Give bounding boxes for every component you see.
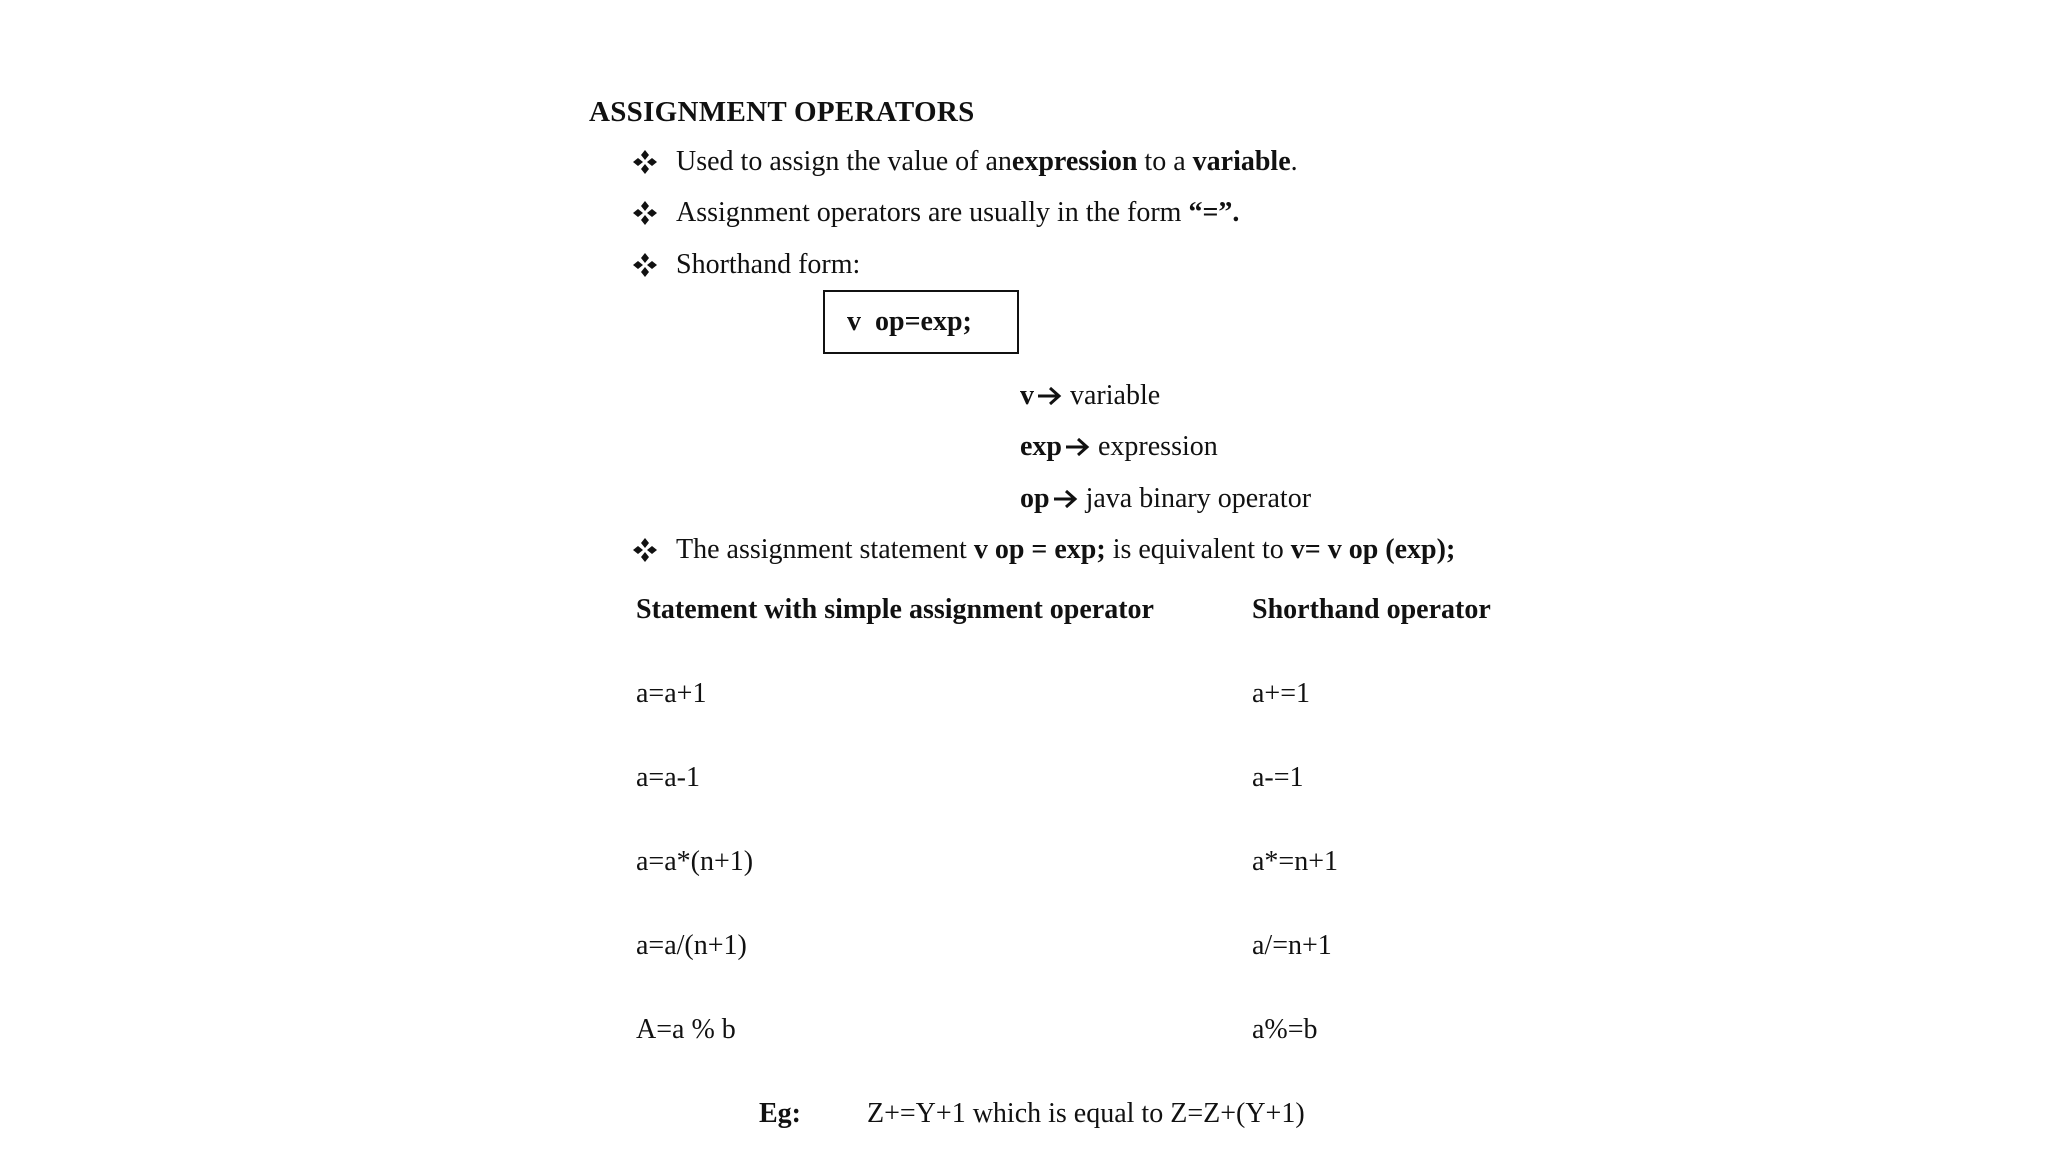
- legend-row-expression: [1020, 431, 1218, 463]
- bullet-4-part-3: is equivalent to: [1105, 534, 1291, 565]
- table-cell-statement: a=a-1: [636, 762, 700, 793]
- four-diamond-bullet-icon: [632, 149, 658, 175]
- bullet-1-part-2: expression: [1011, 146, 1138, 177]
- bullet-1-part-4: variable: [1192, 146, 1291, 177]
- legend-row-operator: [1020, 483, 1311, 515]
- bullet-4-part-1: The assignment statement: [676, 534, 974, 565]
- legend-desc: variable: [1070, 380, 1161, 411]
- bullet-2-part-2: “=”.: [1188, 197, 1240, 228]
- right-arrow-icon: [1036, 385, 1062, 407]
- legend-key: v: [1020, 380, 1034, 411]
- legend-key: op: [1020, 483, 1050, 514]
- bullet-item-4: [632, 534, 1455, 566]
- table-cell-statement: a=a+1: [636, 678, 707, 709]
- legend-row-variable: [1020, 380, 1160, 412]
- table-cell-shorthand: a/=n+1: [1252, 930, 1332, 961]
- table-header-statement: Statement with simple assignment operator: [636, 594, 1154, 625]
- table-cell-shorthand: a%=b: [1252, 1014, 1318, 1045]
- example-text: Z+=Y+1 which is equal to Z=Z+(Y+1): [867, 1098, 1305, 1129]
- bullet-1-part-1: Used to assign the value of an: [676, 146, 1012, 177]
- table-cell-shorthand: a*=n+1: [1252, 846, 1339, 877]
- bullet-1-part-3: to a: [1137, 146, 1193, 177]
- legend-desc: java binary operator: [1085, 483, 1312, 514]
- bullet-1-part-5: .: [1290, 146, 1298, 177]
- bullet-2-part-1: Assignment operators are usually in the form: [676, 197, 1189, 228]
- shorthand-form-box: v op=exp;: [823, 290, 1019, 354]
- four-diamond-bullet-icon: [632, 200, 658, 226]
- bullet-item-3: [632, 249, 860, 281]
- four-diamond-bullet-icon: [632, 252, 658, 278]
- section-title: ASSIGNMENT OPERATORS: [589, 96, 975, 128]
- right-arrow-icon: [1052, 488, 1078, 510]
- bullet-3-part-1: Shorthand form:: [676, 249, 861, 280]
- example-label: Eg:: [759, 1098, 801, 1129]
- bullet-4-part-2: v op = exp;: [973, 534, 1106, 565]
- table-cell-statement: a=a/(n+1): [636, 930, 747, 961]
- table-cell-shorthand: a-=1: [1252, 762, 1304, 793]
- right-arrow-icon: [1064, 436, 1090, 458]
- bullet-item-1: [632, 146, 1298, 178]
- table-cell-statement: a=a*(n+1): [636, 846, 754, 877]
- legend-desc: expression: [1098, 431, 1218, 462]
- bullet-item-2: [632, 197, 1239, 229]
- legend-key: exp: [1020, 431, 1062, 462]
- bullet-4-part-4: v= v op (exp);: [1290, 534, 1456, 565]
- table-header-shorthand: Shorthand operator: [1252, 594, 1491, 625]
- table-cell-shorthand: a+=1: [1252, 678, 1311, 709]
- four-diamond-bullet-icon: [632, 537, 658, 563]
- table-cell-statement: A=a % b: [636, 1014, 736, 1045]
